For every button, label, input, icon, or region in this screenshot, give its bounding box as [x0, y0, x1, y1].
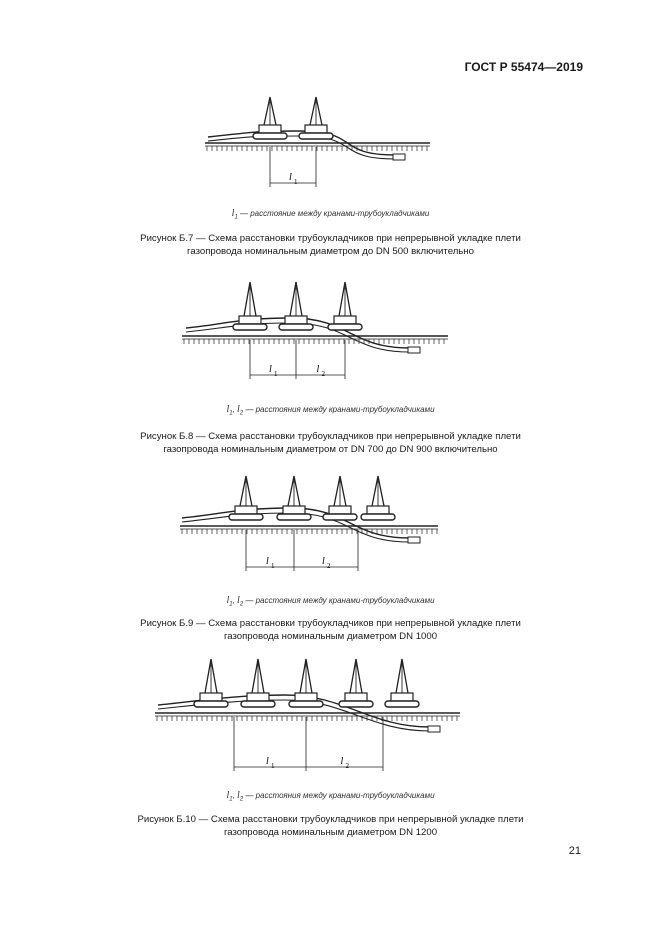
figure-b7	[0, 95, 661, 225]
pipelayer-crane	[299, 97, 333, 139]
pipelayer-crane	[385, 659, 419, 707]
figure-b8	[0, 278, 661, 418]
page-number: 21	[568, 845, 581, 857]
dimension-label-subscript: 1	[271, 562, 275, 570]
dimension-label: l	[266, 556, 269, 567]
dimension-label: l	[269, 364, 272, 375]
dimension-label: l	[316, 364, 320, 375]
pipelayer-diagram-b7	[0, 95, 661, 195]
pipelayer-crane	[233, 282, 267, 330]
pipe-end	[408, 347, 420, 353]
dimension-label-subscript: 1	[274, 370, 278, 378]
pipe-end	[393, 154, 405, 160]
document-number: ГОСТ Р 55474—2019	[464, 60, 583, 74]
dimension-label-subscript: 2	[321, 370, 325, 378]
pipelayer-crane	[339, 659, 373, 707]
dimension-label: l	[289, 172, 292, 183]
pipelayer-crane	[277, 476, 311, 520]
dimension-label: l	[340, 756, 344, 767]
dimension-label: l	[266, 756, 269, 767]
figure-caption-b9: Рисунок Б.9 — Схема расстановки трубоукладчиков при непрерывной укладке плети газопровода номинальным диаметром DN 1000	[140, 618, 521, 642]
figure-caption-b7: Рисунок Б.7 — Схема расстановки трубоукладчиков при непрерывной укладке плети газопровода номинальным диаметром до DN 500 включительно	[140, 233, 521, 257]
pipelayer-crane	[229, 476, 263, 520]
figure-caption-b8: Рисунок Б.8 — Схема расстановки трубоукладчиков при непрерывной укладке плети газопровода номинальным диаметром от DN 700 до DN 900 включительно	[140, 431, 521, 455]
pipelayer-crane	[361, 476, 395, 520]
figure-legend: $l_1$ — расстояние между кранами-трубоукладчиками	[231, 208, 430, 221]
pipelayer-diagram-b10	[0, 655, 661, 780]
figure-legend: $l_1$, $l_2$ — расстояния между кранами-трубоукладчиками	[226, 790, 435, 803]
pipelayer-crane	[253, 97, 287, 139]
pipelayer-crane	[323, 476, 357, 520]
pipelayer-diagram-b9	[0, 472, 661, 582]
figure-caption-b10: Рисунок Б.10 — Схема расстановки трубоукладчиков при непрерывной укладке плети газопровода номинальным диаметром DN 1200	[137, 814, 524, 838]
dimension-label-subscript: 1	[294, 178, 298, 186]
dimension-label: l	[322, 556, 325, 567]
dimension-label-subscript: 2	[327, 562, 331, 570]
figure-legend: $l_1$, $l_2$ — расстояния между кранами-трубоукладчиками	[226, 404, 435, 417]
figure-legend: $l_1$, $l_2$ — расстояния между кранами-трубоукладчиками	[226, 595, 435, 608]
pipelayer-diagram-b8	[0, 278, 661, 388]
figure-b9	[0, 472, 661, 612]
pipe-end	[408, 537, 420, 543]
dimension-label-subscript: 2	[345, 762, 349, 770]
pipelayer-crane	[328, 282, 362, 330]
dimension-label-subscript: 1	[271, 762, 275, 770]
figure-b10	[0, 655, 661, 805]
pipe-end	[428, 726, 440, 732]
